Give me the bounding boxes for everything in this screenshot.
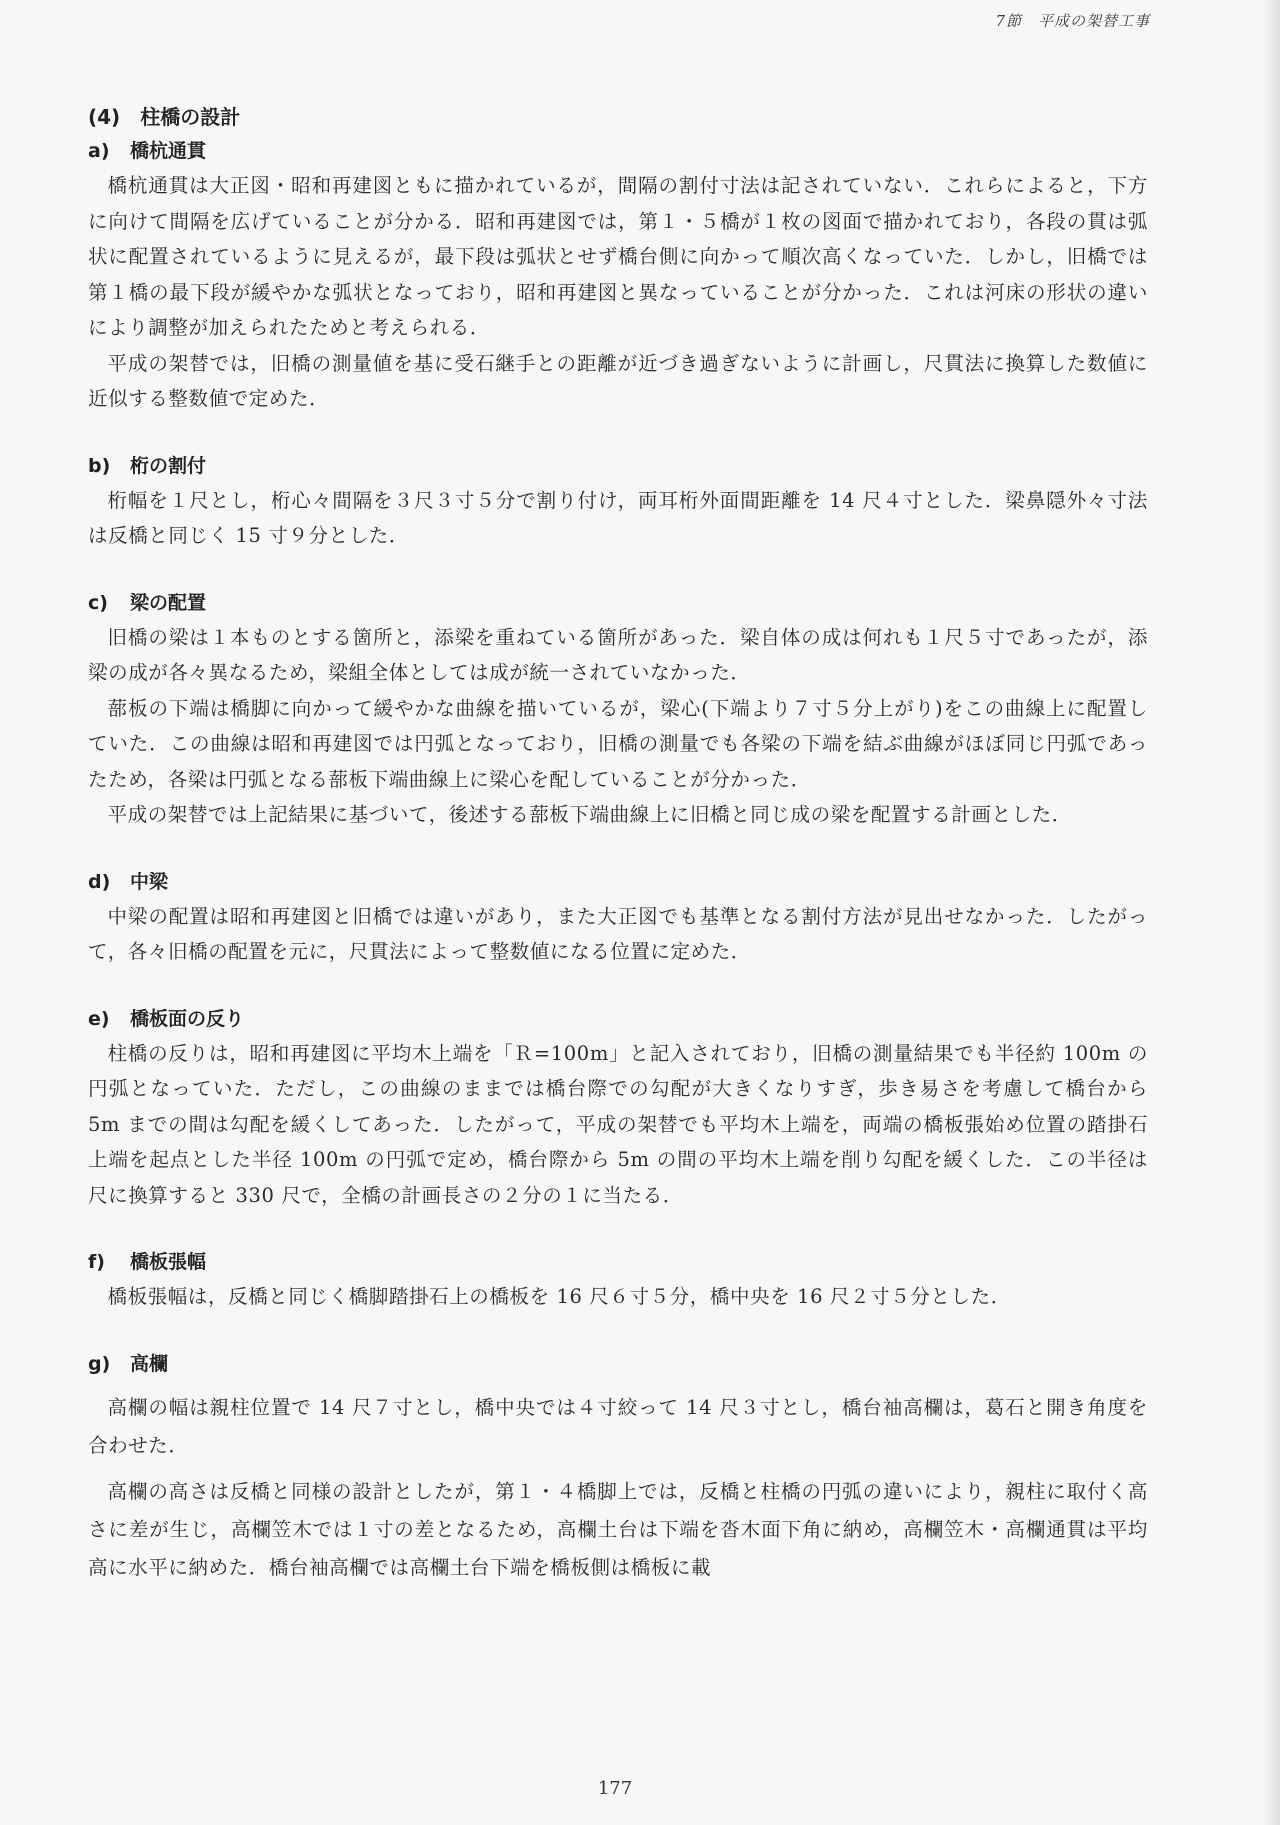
subsection xyxy=(88,865,1148,970)
paragraph: 平成の架替では，旧橋の測量値を基に受石継手との距離が近づき過ぎないように計画し，尺貫法に換算した数値に近似する整数値で定めた． xyxy=(88,351,1148,410)
subsection-label: a) xyxy=(88,140,110,162)
subsection-label: f) xyxy=(88,1251,105,1273)
subsection-label: e) xyxy=(88,1007,110,1030)
subsection-title: 桁の割付 xyxy=(130,454,207,477)
subsection-label: c) xyxy=(88,591,108,614)
paragraph: 橋板張幅は，反橋と同じく橋脚踏掛石上の橋板を 16 尺６寸５分，橋中央を 16 尺２寸５分とした． xyxy=(107,1285,1011,1308)
subsection-title: 梁の配置 xyxy=(130,591,207,614)
subsection-title: 橋板張幅 xyxy=(130,1251,207,1273)
paragraph: 蔀板の下端は橋脚に向かって緩やかな曲線を描いているが，梁心(下端より７寸５分上がり)をこの曲線上に配置していた．この曲線は昭和再建図では円弧となっており，旧橋の測量でも各梁の下端を結ぶ曲線がほぼ同じ円弧であったため，各梁は円弧となる蔀板下端曲線上に梁心を配していることが分かった． xyxy=(88,696,1148,791)
subsection-heading xyxy=(88,1347,1148,1381)
page-number: 177 xyxy=(597,1778,633,1799)
subsection-title: 中梁 xyxy=(130,870,169,893)
paragraph: 柱橋の反りは，昭和再建図に平均木上端を「Ｒ=100m」と記入されており，旧橋の測量結果でも半径約 100m の円弧となっていた．ただし，この曲線のままでは橋台際での勾配が大きくなりすぎ，歩き易さを考慮して橋台から 5m までの間は勾配を緩くしてあった．したがって，平成の架替でも平均木上端を，両端の橋板張始め位置の踏掛石上端を起点とした半径 100m の円弧で定め，橋台際から 5m の間の平均木上端を削り勾配を緩くした．この半径は尺に換算すると 330 尺で，全橋の計画長さの２分の１に当たる． xyxy=(88,1041,1148,1207)
paragraph: 平成の架替では上記結果に基づいて，後述する蔀板下端曲線上に旧橋と同じ成の梁を配置する計画とした． xyxy=(107,803,1072,826)
subsection xyxy=(88,1347,1148,1587)
subsection-title: 橋杭通貫 xyxy=(130,140,207,162)
subsection-title: 橋板面の反り xyxy=(130,1007,245,1030)
subsection-heading xyxy=(88,865,1148,899)
paragraph: 高欄の幅は親柱位置で 14 尺７寸とし，橋中央では４寸絞って 14 尺３寸とし，橋台袖高欄は，葛石と開き角度を合わせた． xyxy=(88,1395,1148,1457)
section-heading: (4) 柱橋の設計 xyxy=(88,105,241,129)
paragraph: 高欄の高さは反橋と同様の設計としたが，第１・４橋脚上では，反橋と柱橋の円弧の違いにより，親柱に取付く高さに差が生じ，高欄笠木では１寸の差となるため，高欄土台は下端を沓木面下角に納め，高欄笠木・高欄通貫は平均高に水平に納めた．橋台袖高欄では高欄土台下端を橋板側は橋板に載 xyxy=(88,1479,1148,1579)
paragraph: 桁幅を１尺とし，桁心々間隔を３尺３寸５分で割り付け，両耳桁外面間距離を 14 尺４寸とした．梁鼻隠外々寸法は反橋と同じく 15 寸９分とした． xyxy=(88,488,1148,547)
subsection-heading xyxy=(88,586,1148,620)
subsection-heading xyxy=(88,1002,1148,1036)
paragraph: 中梁の配置は昭和再建図と旧橋では違いがあり，また大正図でも基準となる割付方法が見出せなかった．したがって，各々旧橋の配置を元に，尺貫法によって整数値になる位置に定めた． xyxy=(88,904,1148,963)
subsection-heading xyxy=(88,134,1148,168)
subsection-list xyxy=(88,134,1148,1587)
subsection-title: 高欄 xyxy=(130,1352,169,1375)
subsection-heading xyxy=(88,1245,1148,1279)
running-header: 7節 平成の架替工事 xyxy=(995,12,1150,30)
paragraph: 橋杭通貫は大正図・昭和再建図ともに描かれているが，間隔の割付寸法は記されていない．これらによると，下方に向けて間隔を広げていることが分かる．昭和再建図では，第１・５橋が１枚の図面で描かれており，各段の貫は弧状に配置されているように見えるが，最下段は弧状とせず橋台側に向かって順次高くなっていた．しかし，旧橋では第１橋の最下段が緩やかな弧状となっており，昭和再建図と異なっていることが分かった．これは河床の形状の違いにより調整が加えられたためと考えられる． xyxy=(88,174,1148,339)
page-edge-shadow xyxy=(1262,0,1280,1825)
paragraph: 旧橋の梁は１本ものとする箇所と，添梁を重ねている箇所があった．梁自体の成は何れも１尺５寸であったが，添梁の成が各々異なるため，梁組全体としては成が統一されていなかった． xyxy=(88,625,1148,684)
subsection xyxy=(88,586,1148,833)
subsection-label: b) xyxy=(88,454,111,477)
document-body xyxy=(88,100,1148,1619)
subsection xyxy=(88,1245,1148,1315)
subsection-label: g) xyxy=(88,1352,111,1375)
subsection-label: d) xyxy=(88,870,111,893)
subsection xyxy=(88,134,1148,417)
subsection-heading xyxy=(88,449,1148,483)
subsection xyxy=(88,449,1148,554)
subsection xyxy=(88,1002,1148,1214)
